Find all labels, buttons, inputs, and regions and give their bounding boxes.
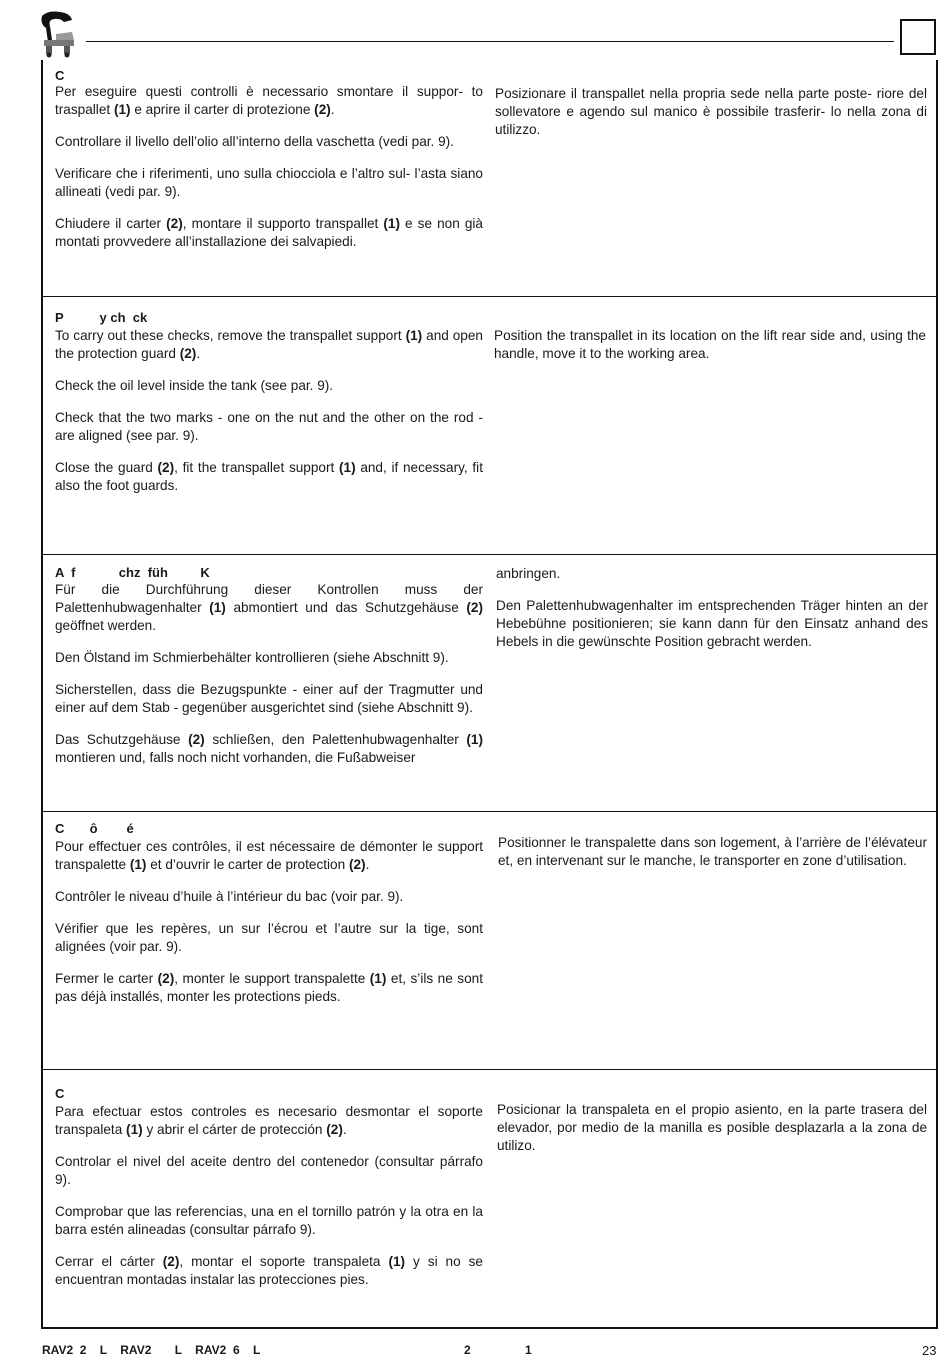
paragraph: Posizionare il transpallet nella propria sede nella parte poste- riore del sollevatore e agendo sul manico è possibile trasferir- lo nella zona di utilizzo.: [495, 86, 927, 137]
paragraph: Fermer le carter (2), monter le support transpalette (1) et, s’ils ne sont pas déjà installés, monter les protections pieds.: [55, 971, 483, 1004]
footer-number-a: 2: [464, 1343, 471, 1357]
paragraph: Pour effectuer ces contrôles, il est nécessaire de démonter le support transpalette (1) et d’ouvrir le carter de protection (2).: [55, 839, 483, 872]
right-column: [495, 85, 927, 153]
paragraph: Den Ölstand im Schmierbehälter kontrollieren (siehe Abschnitt 9).: [55, 650, 449, 665]
paragraph: Per eseguire questi controlli è necessario smontare il suppor- to traspallet (1) e aprire il carter di protezione (2).: [55, 84, 483, 117]
brand-logo-icon: [38, 10, 80, 58]
right-column: [496, 565, 928, 665]
left-column: [55, 83, 483, 265]
paragraph: Verificare che i riferimenti, uno sulla chiocciola e l’altro sul- l’asta siano allineati (vedi par. 9).: [55, 166, 483, 199]
left-column: [55, 1103, 483, 1303]
section-english: [43, 297, 936, 555]
header-rule: [86, 41, 894, 42]
content-frame: [41, 60, 938, 1329]
paragraph: To carry out these checks, remove the transpallet support (1) and open the protection guard (2).: [55, 328, 483, 361]
footer-model: RAV2 2 L RAV2 L RAV2 6 L: [42, 1343, 261, 1357]
paragraph: Contrôler le niveau d’huile à l’intérieur du bac (voir par. 9).: [55, 889, 404, 904]
paragraph: Das Schutzgehäuse (2) schließen, den Palettenhubwagenhalter (1) montieren und, falls noch nicht vorhanden, die Fußabweiser: [55, 732, 483, 765]
left-column: [55, 581, 483, 781]
paragraph: Check that the two marks - one on the nut and the other on the rod - are aligned (see par. 9).: [55, 410, 483, 443]
paragraph: Für die Durchführung dieser Kontrollen muss der Palettenhubwagenhalter (1) abmontiert und das Schutzgehäuse (2) geöffnet werden.: [55, 582, 483, 633]
footer-number-b: 1: [525, 1343, 532, 1357]
section-french: [43, 812, 936, 1070]
right-column: [497, 1101, 927, 1169]
paragraph: Para efectuar estos controles es necesario desmontar el soporte transpaleta (1) y abrir el cárter de protección (2).: [55, 1104, 483, 1137]
left-column: [55, 838, 483, 1020]
paragraph: anbringen.: [496, 566, 561, 581]
paragraph: Den Palettenhubwagenhalter im entsprechenden Träger hinten an der Hebebühne positionieren; sie kann dann für den Einsatz anhand des Hebels in die gewünschte Position gebracht werden.: [496, 598, 928, 649]
paragraph: Position the transpallet in its location on the lift rear side and, using the handle, move it to the working area.: [494, 328, 926, 361]
section-italian: [43, 60, 936, 297]
paragraph: Close the guard (2), fit the transpallet support (1) and, if necessary, fit also the foot guards.: [55, 460, 483, 493]
paragraph: Comprobar que las referencias, una en el tornillo patrón y la otra en la barra estén alineadas (consultar párrafo 9).: [55, 1204, 483, 1237]
page-tab-box: [900, 19, 936, 55]
section-title: C: [55, 68, 65, 83]
paragraph: Chiudere il carter (2), montare il supporto transpallet (1) e se non già montati provvedere all’installazione dei salvapiedi.: [55, 216, 483, 249]
page-number: 23: [922, 1343, 937, 1358]
right-column: [494, 327, 926, 377]
paragraph: Sicherstellen, dass die Bezugspunkte - einer auf der Tragmutter und einer auf dem Stab - gegenüber ausgerichtet sind (siehe Abschnitt 9).: [55, 682, 483, 715]
paragraph: Cerrar el cárter (2), montar el soporte transpaleta (1) y si no se encuentran montadas instalar las protecciones pies.: [55, 1254, 483, 1287]
left-column: [55, 327, 483, 509]
paragraph: Check the oil level inside the tank (see par. 9).: [55, 378, 334, 393]
paragraph: Posicionar la transpaleta en el propio asiento, en la parte trasera del elevador, por medio de la manilla es posible desplazarla a la zona de utilizo.: [497, 1102, 927, 1153]
paragraph: Controlar el nivel del aceite dentro del contenedor (consultar párrafo 9).: [55, 1154, 483, 1187]
section-title: C ô é: [55, 821, 134, 836]
right-column: [498, 834, 927, 884]
section-title: P y ch ck: [55, 310, 148, 325]
section-german: [43, 555, 936, 812]
section-title: C: [55, 1086, 65, 1101]
paragraph: Controllare il livello dell’olio all’interno della vaschetta (vedi par. 9).: [55, 134, 454, 149]
section-title: A f chz füh K: [55, 565, 210, 580]
paragraph: Vérifier que les repères, un sur l’écrou et l’autre sur la tige, sont alignées (voir par. 9).: [55, 921, 483, 954]
section-spanish: [43, 1070, 936, 1329]
paragraph: Positionner le transpalette dans son logement, à l’arrière de l’élévateur et, en intervenant sur le manche, le transporter en zone d’utilisation.: [498, 835, 927, 868]
